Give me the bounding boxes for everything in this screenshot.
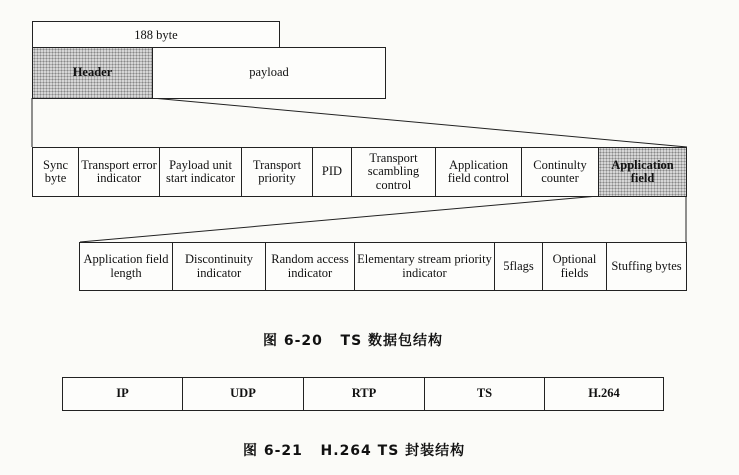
figure-caption-6-21: 图 6-21 H.264 TS 封装结构 [243,443,466,459]
field-transport-error-indicator [79,148,160,196]
field-random-access-indicator [266,243,355,290]
field-label: Transport error indicator [81,157,157,185]
field-label: Transport scambling control [367,150,420,192]
field-label: Elementary stream priority indicator [357,252,492,280]
field-label: Application field length [83,252,169,280]
header-expand-right-line [152,98,687,147]
layer-ip [63,378,183,410]
layer-label: TS [476,386,493,401]
packet-size-box [32,21,280,48]
field-5flags [495,243,543,290]
field-discontinuity-indicator [173,243,266,290]
field-transport-priority [242,148,313,196]
layer-label: IP [116,386,129,401]
header-block [33,48,153,98]
field-label: Discontinuity indicator [184,252,254,280]
field-label: Optional fields [552,252,597,280]
field-payload-unit-start-indicator [160,148,242,196]
layer-rtp [304,378,425,410]
adaptation-fields-row [79,242,687,291]
field-application-field-length [80,243,173,290]
packet-size-label: 188 byte [134,27,178,42]
field-label: Continulty counter [533,157,587,185]
field-label: Transport priority [252,157,302,185]
field-label: Random access indicator [271,252,349,280]
field-application-field [599,148,686,196]
field-transport-scrambling-control [352,148,436,196]
field-label: Payload unit start indicator [165,157,236,185]
payload-label: payload [249,65,289,80]
field-sync-byte [33,148,79,196]
payload-block [153,48,385,98]
protocol-stack-row [62,377,664,411]
field-continuity-counter [522,148,599,196]
field-label: Stuffing bytes [611,258,682,273]
field-label: Sync byte [43,157,68,185]
layer-ts [425,378,545,410]
packet-row [32,47,386,99]
field-pid [313,148,352,196]
field-es-priority-indicator [355,243,495,290]
layer-label: UDP [230,386,256,401]
header-fields-row [32,147,687,197]
figure-caption-6-20: 图 6-20 TS 数据包结构 [263,333,444,349]
field-label: Application field [611,157,674,185]
layer-label: RTP [351,386,377,401]
adaptation-expand-left-line [80,196,598,242]
layer-label: H.264 [588,386,620,401]
field-label: 5flags [503,258,534,273]
field-label: Application field control [447,157,510,185]
header-label: Header [72,65,113,80]
field-optional-fields [543,243,607,290]
field-label: PID [321,164,343,179]
field-stuffing-bytes [607,243,686,290]
layer-udp [183,378,304,410]
layer-h264 [545,378,663,410]
field-application-field-control [436,148,522,196]
